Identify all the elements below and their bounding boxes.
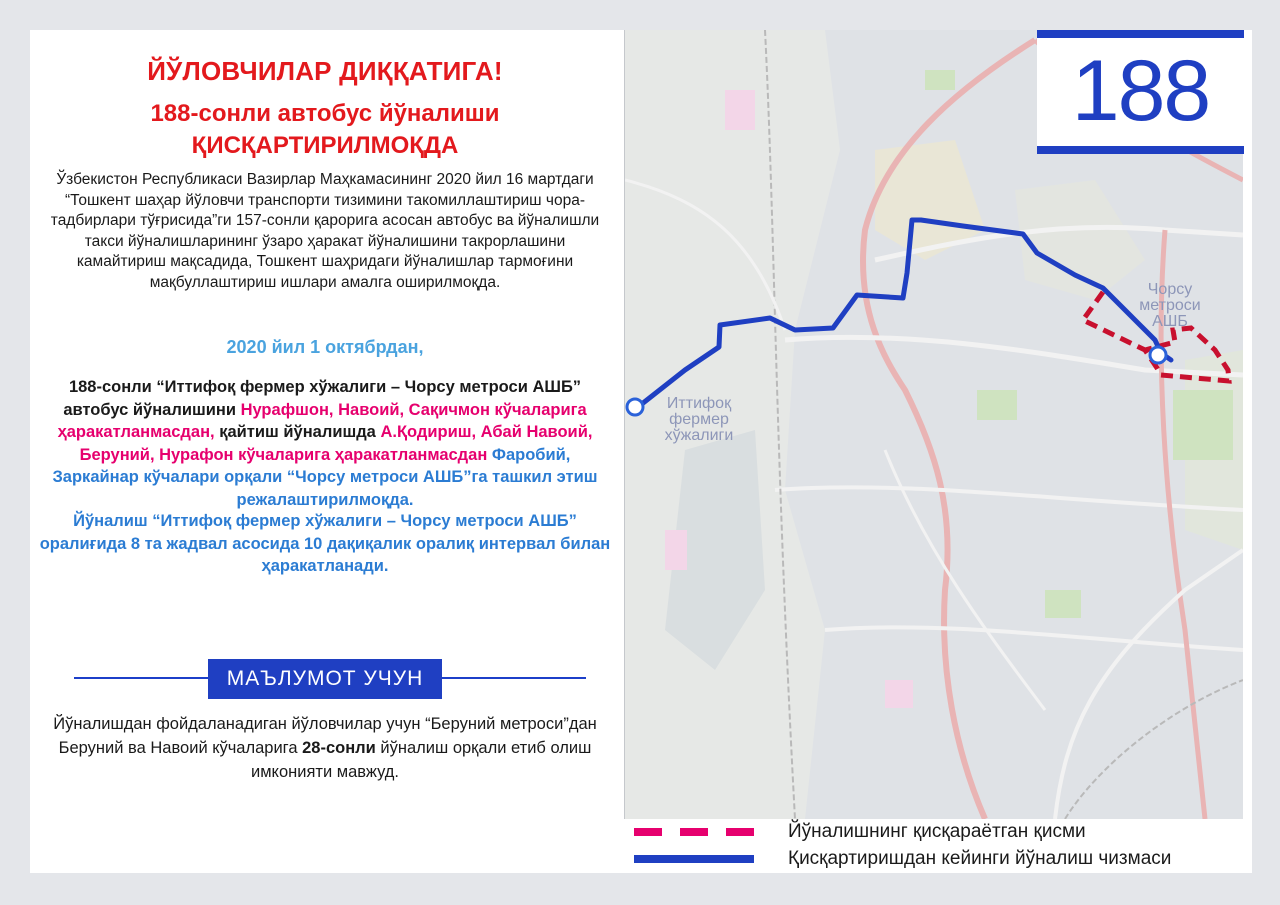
route-change-part1: 188-сонли “Иттифоқ фермер хўжалиги – Чорсу метроси АШБ” автобус йўналишини (63, 378, 582, 419)
route-change-part4: А.Қодириш, Абай Навоий, Беруний, Нурафон кўчаларига ҳаракатланмасдан (79, 423, 593, 464)
page-title: ЙЎЛОВЧИЛАР ДИҚҚАТИГА! (147, 56, 503, 86)
subtitle-line-2: ҚИСҚАРТИРИЛМОҚДА (191, 132, 459, 159)
subtitle-line-1: 188-сонли автобус йўналиши (150, 100, 500, 127)
intro-paragraph: Ўзбекистон Республикаси Вазирлар Маҳкамасининг 2020 йил 16 мартдаги “Тошкент шаҳар йўловчи транспорти тизимини такомиллаштириш чора-тадбирлари тўғрисида”ги 157-сонли қарорига асосан автобус ва йўналишли такси йўналишларининг ўзаро ҳаракат йўналишини такрорлашини камайтириш мақсадида, Тошкент шаҳридаги йўналишлар тармоғини мақбуллаштириш ишлари амалга оширилмоқда. (50, 171, 600, 291)
route-change-part2: Нурафшон, Навоий, Сақичмон кўчаларига ҳаракатланмасдан, (57, 400, 587, 441)
legend-row-new-route (634, 847, 1171, 871)
route-interval-paragraph: Йўналиш “Иттифоқ фермер хўжалиги – Чорсу метроси АШБ” оралиғида 8 та жадвал асосида 10 дақиқалик оралиқ интервал билан ҳаракатланади. (39, 512, 611, 575)
info-label-badge: МАЪЛУМОТ УЧУН (208, 659, 442, 699)
legend-solid-label: Қисқартиришдан кейинги йўналиш чизмаси (788, 848, 1172, 869)
effective-date: 2020 йил 1 октябрдан, (226, 337, 424, 357)
info-text-1: Йўналишдан фойдаланадиган йўловчилар учун “Беруний метроси”дан Беруний ва Навоий кўчаларига (53, 715, 597, 757)
info-text-2: йўналиш орқали етиб олиш имконияти мавжуд. (250, 739, 592, 781)
route-change-paragraph (38, 376, 612, 511)
map-legend (624, 819, 1242, 873)
route-change-part5: Фаробий, Заркайнар кўчалари орқали “Чорсу метроси АШБ”га ташкил этиш режалаштирилмоқда. (52, 445, 598, 509)
legend-dashed-label: Йўналишнинг қисқараётган қисми (788, 821, 1086, 842)
legend-dashed-swatch (634, 828, 754, 836)
legend-solid-swatch (634, 855, 754, 863)
stop-label-start: Иттифоқ фермер хўжалиги (664, 395, 734, 444)
page-subtitle (30, 98, 620, 162)
stop-label-end: Чорсу метроси АШБ (1139, 281, 1201, 330)
route-change-part3: қайтиш йўналишда (219, 423, 376, 441)
info-paragraph (50, 712, 600, 784)
route-number-badge: 188 (1037, 30, 1244, 154)
legend-row-shortened (634, 820, 1086, 844)
info-text-bold: 28-сонли (302, 739, 376, 757)
notice-text-panel (30, 30, 620, 873)
